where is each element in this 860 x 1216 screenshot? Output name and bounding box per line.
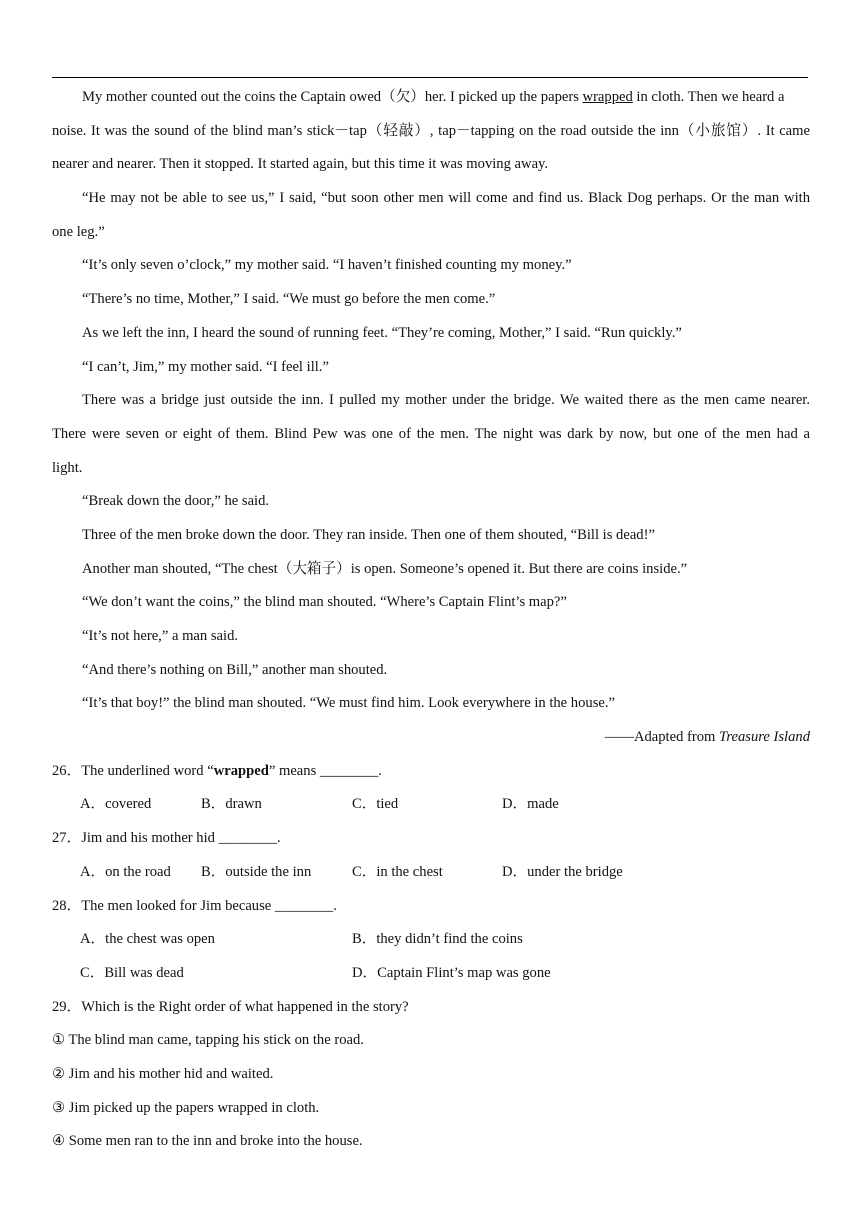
- header-rule: [52, 77, 808, 78]
- paragraph-10: Another man shouted, “The chest（大箱子）is open. Someone’s opened it. But there are coins inside.”: [82, 560, 688, 577]
- paragraph-8: “Break down the door,” he said.: [82, 493, 270, 510]
- paragraph-4: “There’s no time, Mother,” I said. “We must go before the men come.”: [82, 291, 496, 308]
- passage: [52, 84, 810, 758]
- option-d[interactable]: D．Captain Flint’s map was gone: [352, 964, 551, 981]
- questions: [52, 758, 810, 1162]
- event-3: ③ Jim picked up the papers wrapped in cloth.: [52, 1099, 320, 1116]
- stem-text: ” means ________.: [268, 762, 382, 779]
- paragraph-6: “I can’t, Jim,” my mother said. “I feel ill.”: [82, 358, 329, 375]
- option-b[interactable]: B．drawn: [201, 796, 262, 813]
- paragraph-1-line-3: nearer and nearer. Then it stopped. It started again, but this time it was moving away.: [52, 156, 549, 173]
- stem-text: 26．The underlined word “: [52, 762, 214, 779]
- bold-word: wrapped: [213, 762, 269, 779]
- question-28-stem: 28．The men looked for Jim because ________.: [52, 897, 337, 914]
- option-a[interactable]: A．the chest was open: [80, 931, 215, 948]
- paragraph-2-line-1: “He may not be able to see us,” I said, “but soon other men will come and find us. Black Dog perhaps. Or the man with: [82, 190, 810, 207]
- paragraph-1-line-1: [52, 84, 810, 118]
- source-attribution: [52, 724, 810, 758]
- paragraph-11: “We don’t want the coins,” the blind man shouted. “Where’s Captain Flint’s map?”: [82, 594, 567, 611]
- option-c[interactable]: C．in the chest: [352, 863, 443, 880]
- question-27-options: [52, 859, 810, 893]
- option-d[interactable]: D．made: [502, 796, 559, 813]
- text-segment: My mother counted out the coins the Captain owed（欠）her. I picked up the papers: [82, 89, 583, 105]
- event-2: ② Jim and his mother hid and waited.: [52, 1065, 274, 1082]
- paragraph-5: As we left the inn, I heard the sound of running feet. “They’re coming, Mother,” I said. “Run quickly.”: [82, 324, 682, 341]
- option-b[interactable]: B．they didn’t find the coins: [352, 931, 523, 948]
- option-d[interactable]: D．under the bridge: [502, 863, 623, 880]
- paragraph-14: “It’s that boy!” the blind man shouted. “We must find him. Look everywhere in the house.”: [82, 695, 615, 712]
- paragraph-7-line-2: There were seven or eight of them. Blind Pew was one of the men. The night was dark by now, but one of the men had a: [52, 425, 810, 442]
- option-a[interactable]: A．on the road: [80, 863, 171, 880]
- source-prefix: ——Adapted from: [604, 729, 720, 746]
- option-c[interactable]: C．Bill was dead: [80, 964, 184, 981]
- event-1: ① The blind man came, tapping his stick on the road.: [52, 1032, 364, 1049]
- option-b[interactable]: B．outside the inn: [201, 863, 312, 880]
- option-c[interactable]: C．tied: [352, 796, 399, 813]
- paragraph-13: “And there’s nothing on Bill,” another man shouted.: [82, 661, 388, 678]
- option-a[interactable]: A．covered: [80, 796, 152, 813]
- question-26-stem: [52, 758, 810, 792]
- underlined-word: wrapped: [582, 89, 633, 105]
- document-page: [52, 84, 810, 1162]
- paragraph-9: Three of the men broke down the door. They ran inside. Then one of them shouted, “Bill is dead!”: [82, 526, 655, 543]
- event-4: ④ Some men ran to the inn and broke into the house.: [52, 1133, 363, 1150]
- question-26-options: [52, 791, 810, 825]
- text-segment: in cloth. Then we heard a: [632, 89, 785, 105]
- question-28-options-row-1: [52, 926, 810, 960]
- paragraph-2-line-2: one leg.”: [52, 223, 105, 240]
- paragraph-1-line-2: noise. It was the sound of the blind man’s stick－tap（轻敲）, tap－tapping on the road outside the inn（小旅馆）. It came: [52, 122, 810, 139]
- question-27-stem: 27．Jim and his mother hid ________.: [52, 830, 281, 847]
- question-28-options-row-2: [52, 960, 810, 994]
- paragraph-3: “It’s only seven o’clock,” my mother said. “I haven’t finished counting my money.”: [82, 257, 572, 274]
- paragraph-12: “It’s not here,” a man said.: [82, 628, 239, 644]
- source-title: Treasure Island: [719, 729, 810, 746]
- paragraph-7-line-1: There was a bridge just outside the inn. I pulled my mother under the bridge. We waited there as the men came nearer.: [82, 392, 810, 409]
- paragraph-7-line-3: light.: [52, 459, 83, 476]
- question-29-stem: 29．Which is the Right order of what happened in the story?: [52, 998, 409, 1015]
